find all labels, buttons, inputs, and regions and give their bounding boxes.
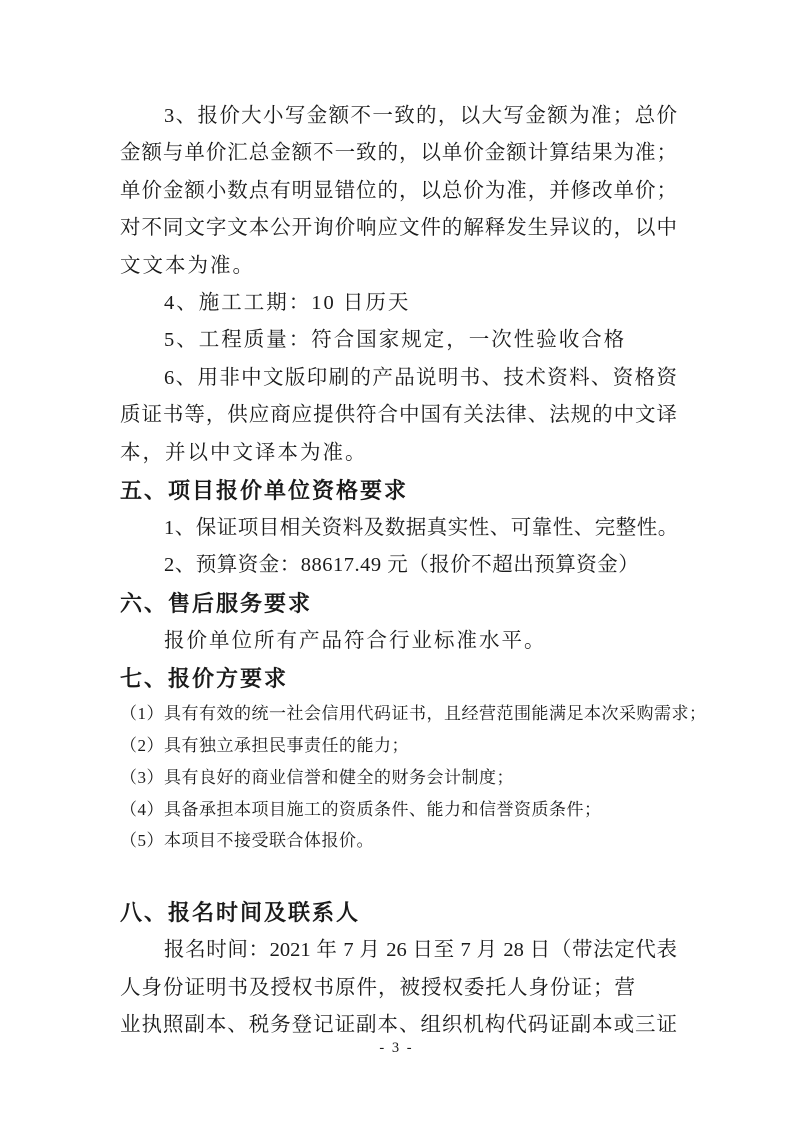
section5-clause2: 2、预算资金：88617.49 元（报价不超出预算资金） [164,554,640,577]
clause6-line: 6、用非中文版印刷的产品说明书、技术资料、资格资 [164,366,677,389]
bidder-requirement-item: （3）具有良好的商业信誉和健全的财务会计制度； [120,767,514,787]
clause6-line: 本，并以中文译本为准。 [120,441,368,464]
clause3-line: 对不同文字文本公开询价响应文件的解释发生异议的，以中 [120,217,677,240]
clause3-line: 单价金额小数点有明显错位的，以总价为准，并修改单价； [120,179,677,202]
section6-heading: 六、售后服务要求 [120,590,313,616]
clause3-line: 金额与单价汇总金额不一致的，以单价金额计算结果为准； [120,142,677,165]
section8-heading: 八、报名时间及联系人 [120,900,361,926]
bidder-requirement-item: （4）具备承担本项目施工的资质条件、能力和信誉资质条件； [120,799,602,819]
section5-heading: 五、项目报价单位资格要求 [120,478,409,504]
section6-body: 报价单位所有产品符合行业标准水平。 [164,629,547,652]
document-content [120,98,707,1044]
section8-line: 报名时间：2021 年 7 月 26 日至 7 月 28 日（带法定代表 [164,939,677,962]
section7-heading: 七、报价方要求 [120,666,289,692]
bidder-requirement-item: （2）具有独立承担民事责任的能力； [120,736,409,756]
section5-clause1: 1、保证项目相关资料及数据真实性、可靠性、完整性。 [164,517,679,540]
clause3-line: 3、报价大小写金额不一致的，以大写金额为准；总价 [164,105,677,127]
clause5-line: 5、工程质量：符合国家规定，一次性验收合格 [164,329,627,352]
bidder-requirement-item: （1）具有有效的统一社会信用代码证书，且经营范围能满足本次采购需求； [120,704,707,724]
section8-line: 业执照副本、税务登记证副本、组织机构代码证副本或三证 [120,1014,677,1037]
clause6-line: 质证书等，供应商应提供符合中国有关法律、法规的中文译 [120,404,677,427]
clause3-line: 文文本为准。 [120,254,255,277]
clause4-line: 4、施工工期：10 日历天 [164,292,411,315]
section8-line: 人身份证明书及授权书原件，被授权委托人身份证；营 [120,976,636,999]
bidder-requirement-item: （5）本项目不接受联合体报价。 [120,831,374,851]
page-number: - 3 - [379,1040,414,1056]
